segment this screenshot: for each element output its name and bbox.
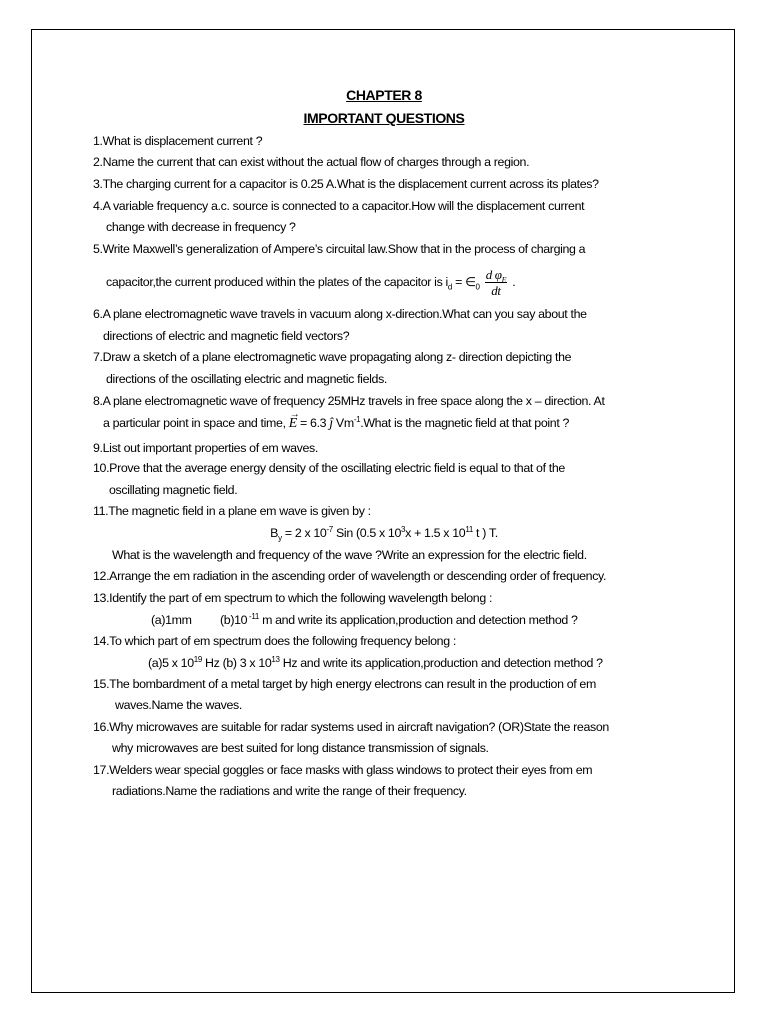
question-2: 2.Name the current that can exist without the actual flow of charges through a region. (93, 155, 530, 169)
unit-vector-j: ĵ (329, 416, 333, 431)
question-11-line-3: What is the wavelength and frequency of the wave ?Write an expression for the electric field. (112, 548, 587, 562)
question-16-line-1: 16.Why microwaves are suitable for radar systems used in aircraft navigation? (OR)State the reason (93, 720, 609, 734)
question-13-line-1: 13.Identify the part of em spectrum to which the following wavelength belong : (93, 591, 493, 605)
question-10-line-1: 10.Prove that the average energy density of the oscillating electric field is equal to that of the (93, 461, 565, 475)
chapter-title: CHAPTER 8 (346, 87, 422, 103)
question-15-line-1: 15.The bombardment of a metal target by high energy electrons can result in the production of em (93, 677, 596, 691)
dphi-dt-fraction (485, 267, 507, 298)
q8-value: = 6.3 (296, 416, 330, 430)
question-4-line-2: change with decrease in frequency ? (106, 220, 296, 234)
fraction-numerator: d $\varphi_E$ (485, 267, 507, 285)
question-6-line-2: directions of electric and magnetic field vectors? (103, 329, 350, 343)
vector-e-symbol: E → (288, 409, 300, 431)
question-5-line-1: 5.Write Maxwell’s generalization of Ampere’s circuital law.Show that in the process of charging a (93, 242, 586, 256)
q8-question: .What is the magnetic field at that point ? (360, 416, 570, 430)
fraction-denominator: dt (491, 283, 501, 299)
question-1: 1.What is displacement current ? (93, 134, 263, 148)
question-3: 3.The charging current for a capacitor is 0.25 A.What is the displacement current across its plates? (93, 177, 599, 191)
q8-text: a particular point in space and time, (103, 416, 289, 430)
question-15-line-2: waves.Name the waves. (115, 698, 242, 712)
q5-sub-d: d (447, 282, 453, 292)
question-8-line-2 (103, 409, 570, 432)
question-16-line-2: why microwaves are best suited for long distance transmission of signals. (112, 741, 489, 755)
q5-text: capacitor,the current produced within the plates of the capacitor is i (106, 275, 448, 289)
question-11-line-1: 11.The magnetic field in a plane em wave is given by : (93, 504, 371, 518)
question-12: 12.Arrange the em radiation in the ascending order of wavelength or descending order of frequency. (93, 569, 607, 583)
q5-equals-epsilon: = ∈ (452, 275, 476, 289)
q8-unit-exp: -1 (353, 414, 361, 424)
question-5-line-2 (106, 264, 515, 300)
question-7-line-1: 7.Draw a sketch of a plane electromagnetic wave propagating along z- direction depicting the (93, 350, 572, 364)
question-8-line-1: 8.A plane electromagnetic wave of frequency 25MHz travels in free space along the x – direction. At (93, 394, 605, 408)
q5-sub-0: 0 (475, 282, 480, 292)
question-13-option-b: (b)10 $^{-11}$ m and write its application,production and detection method ? (220, 611, 578, 627)
question-14-line-1: 14.To which part of em spectrum does the following frequency belong : (93, 634, 456, 648)
question-4-line-1: 4.A variable frequency a.c. source is connected to a capacitor.How will the displacement current (93, 199, 585, 213)
question-17-line-2: radiations.Name the radiations and write the range of their frequency. (112, 784, 467, 798)
question-17-line-1: 17.Welders wear special goggles or face masks with glass windows to protect their eyes from em (93, 763, 593, 777)
question-14-options: (a)5 x $10^{19}$ Hz (b) 3 x $10^{13}$ Hz and write its application,production and detection method ? (148, 654, 603, 670)
question-9: 9.List out important properties of em waves. (93, 441, 318, 455)
question-7-line-2: directions of the oscillating electric and magnetic fields. (106, 372, 388, 386)
question-6-line-1: 6.A plane electromagnetic wave travels in vacuum along x-direction.What can you say about the (93, 307, 587, 321)
q5-end: . (509, 275, 516, 289)
question-13-option-a: (a)1mm (151, 613, 192, 627)
question-10-line-2: oscillating magnetic field. (109, 483, 238, 497)
question-11-equation: $B_y = 2$ x $10^{-7}$ Sin (0.5 x $10^3x + 1.5$ x $10^{11}$ t ) T. (270, 524, 498, 543)
section-title: IMPORTANT QUESTIONS (303, 110, 465, 126)
q8-unit: Vm (332, 416, 354, 430)
